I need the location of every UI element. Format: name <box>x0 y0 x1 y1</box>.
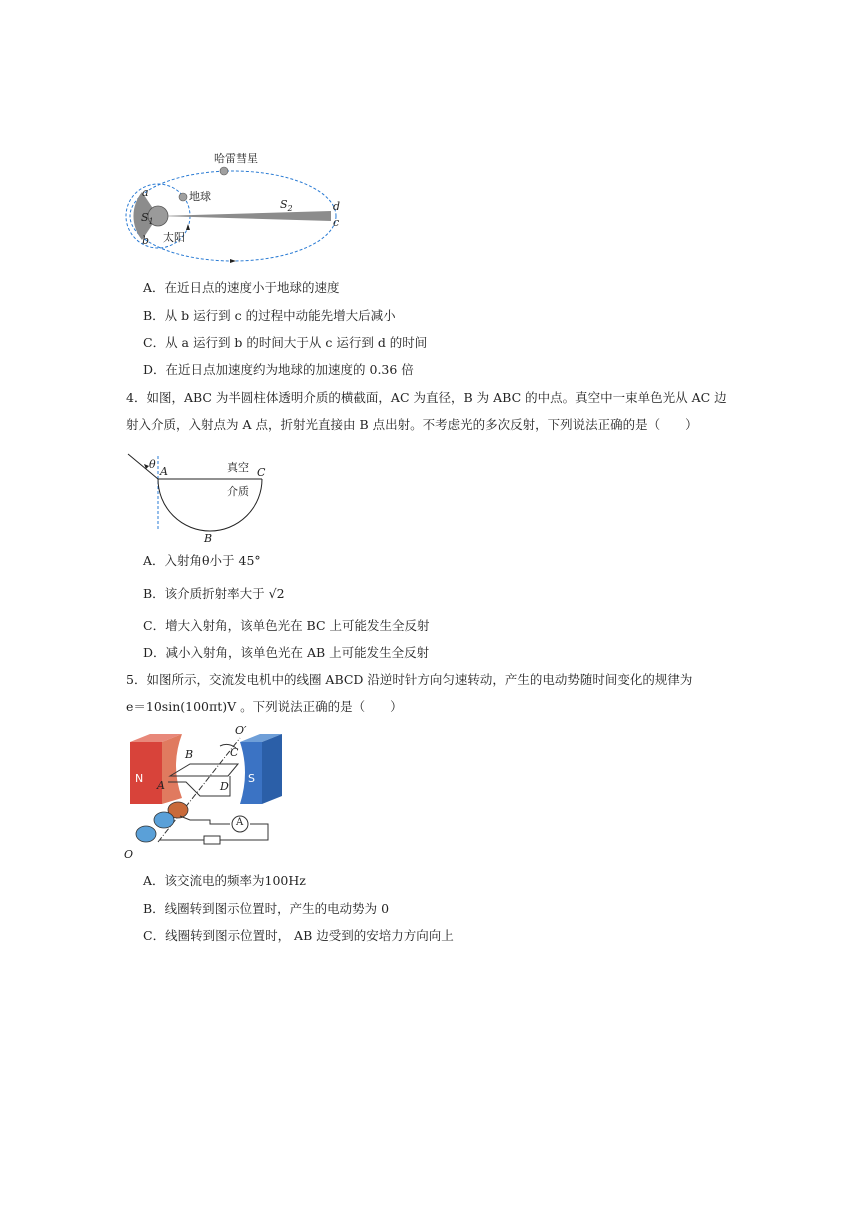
q4-stem-line1: 4．如图，ABC 为半圆柱体透明介质的横截面，AC 为直径，B 为 ABC 的中点。真空中一束单色光从 AC 边 <box>126 390 727 405</box>
medium-label: 介质 <box>227 485 249 498</box>
earth-label: 地球 <box>189 190 211 203</box>
q4-option-c: C．增大入射角，该单色光在 BC 上可能发生全反射 <box>143 618 430 633</box>
coil-B-label: B <box>185 748 194 761</box>
ammeter-label: A <box>236 817 244 828</box>
q3-option-b: B．从 b 运行到 c 的过程中动能先增大后减小 <box>143 308 396 323</box>
point-c-label: c <box>333 216 340 229</box>
generator-diagram <box>120 724 290 864</box>
semicircle-figure <box>120 448 280 548</box>
orbit-diagram <box>120 148 350 268</box>
axis-O-prime-label: O′ <box>235 724 247 737</box>
q4-option-a: A．入射角θ小于 45° <box>143 553 261 568</box>
coil-A-label: A <box>157 779 165 792</box>
point-C-label: C <box>257 466 266 479</box>
q5-stem-line1: 5．如图所示，交流发电机中的线圈 ABCD 沿逆时针方向匀速转动，产生的电动势随时间变化的规律为 <box>126 672 693 687</box>
coil-D-label: D <box>220 780 229 793</box>
semicircle-diagram <box>120 448 280 548</box>
s2-label: $S_2$ <box>280 198 293 214</box>
point-b-label: b <box>142 234 150 247</box>
q4-option-d: D．减小入射角，该单色光在 AB 上可能发生全反射 <box>143 645 430 660</box>
sun-label: 太阳 <box>163 231 185 244</box>
q5-option-b: B．线圈转到图示位置时，产生的电动势为 0 <box>143 901 390 916</box>
coil-C-label: C <box>230 746 239 759</box>
vacuum-label: 真空 <box>227 461 249 474</box>
point-B-label: B <box>204 532 213 545</box>
point-d-label: d <box>333 200 341 213</box>
q3-option-d: D．在近日点加速度约为地球的加速度的 0.36 倍 <box>143 362 414 377</box>
point-a-label: a <box>142 186 149 199</box>
comet-label: 哈雷彗星 <box>214 152 258 165</box>
q5-option-c: C．线圈转到图示位置时， AB 边受到的安培力方向向上 <box>143 928 454 943</box>
q5-stem-line2: e＝10sin(100πt)V 。下列说法正确的是（ ） <box>126 699 403 714</box>
q3-option-a: A．在近日点的速度小于地球的速度 <box>143 280 340 295</box>
axis-O-label: O <box>124 848 134 861</box>
q4-stem-line2: 射入介质，入射点为 A 点，折射光直接由 B 点出射。不考虑光的多次反射，下列说法正确的是（ ） <box>126 417 698 432</box>
point-A-label: A <box>160 465 168 478</box>
orbit-figure <box>120 148 350 268</box>
generator-figure <box>120 724 290 864</box>
q4-option-b: B．该介质折射率大于 √2 <box>143 586 285 601</box>
s1-label: $S_1$ <box>141 211 154 227</box>
q3-option-c: C．从 a 运行到 b 的时间大于从 c 运行到 d 的时间 <box>143 335 428 350</box>
north-pole-label: N <box>135 772 144 785</box>
theta-label: θ <box>149 458 156 471</box>
q5-option-a: A．该交流电的频率为100Hz <box>143 873 306 888</box>
south-pole-label: S <box>248 772 255 785</box>
